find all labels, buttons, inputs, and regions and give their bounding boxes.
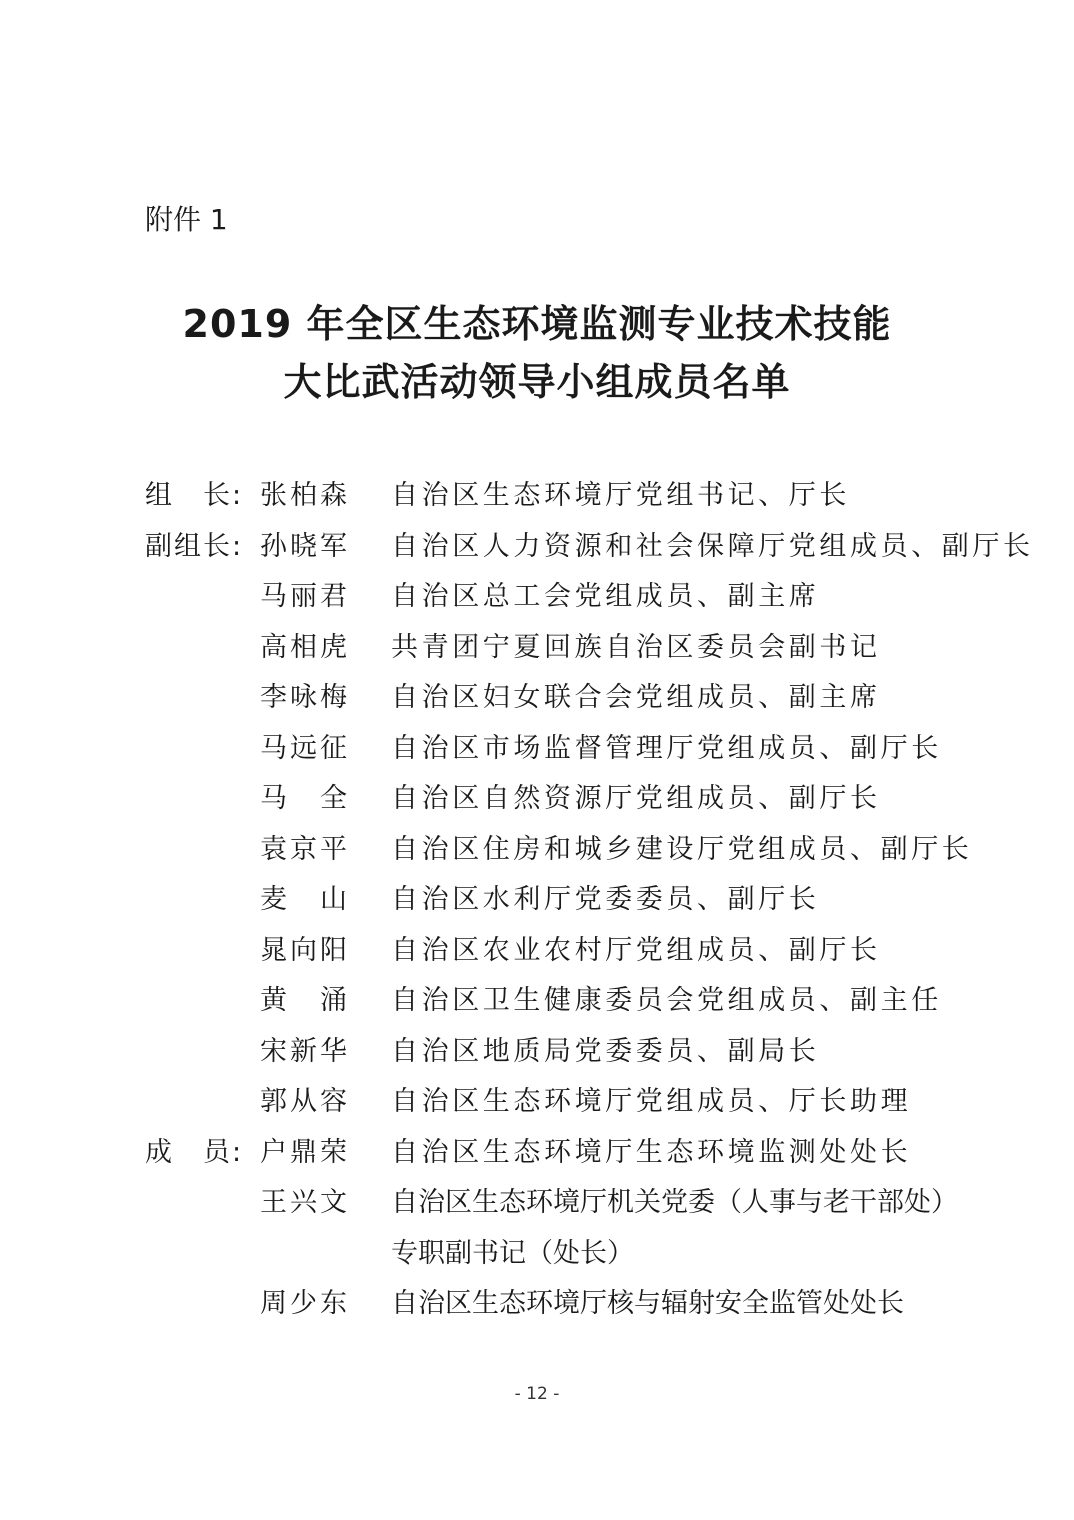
member-position: 自治区生态环境厅生态环境监测处处长 (391, 1136, 912, 1168)
member-position: 自治区总工会党组成员、副主席 (391, 581, 820, 612)
member-position: 自治区市场监督管理厅党组成员、副厅长 (391, 732, 942, 764)
roster-row (145, 1128, 965, 1179)
member-position-continued: 专职副书记（处长） (391, 1237, 634, 1269)
member-position: 自治区自然资源厅党组成员、副厅长 (391, 783, 881, 814)
roster-row (145, 623, 965, 674)
member-name: 周少东 (260, 1288, 350, 1319)
attachment-label: 附件 1 (145, 203, 228, 236)
member-name: 李咏梅 (260, 682, 350, 713)
member-name: 户鼎荣 (260, 1136, 350, 1168)
document-title-line-1: 2019 年全区生态环境监测专业技术技能 (182, 302, 892, 346)
roster-row (145, 522, 1034, 573)
member-name: 高相虎 (260, 631, 350, 663)
role-label: 成 员: (145, 1136, 244, 1168)
roster-row (145, 1229, 965, 1280)
roster-row (145, 673, 965, 724)
member-name: 马远征 (260, 732, 350, 764)
member-position: 自治区卫生健康委员会党组成员、副主任 (391, 985, 942, 1016)
document-title-line-2: 大比武活动领导小组成员名单 (283, 360, 791, 404)
roster-row (145, 926, 965, 977)
roster-row (145, 976, 965, 1027)
member-name: 黄 涌 (260, 985, 350, 1016)
member-name: 马丽君 (260, 581, 350, 612)
roster-row (145, 1279, 965, 1330)
roster-row (145, 1178, 965, 1229)
role-label: 副组长: (145, 530, 244, 562)
member-position: 自治区妇女联合会党组成员、副主席 (391, 682, 881, 713)
member-name: 晁向阳 (260, 934, 350, 966)
roster-row (145, 1027, 965, 1078)
member-roster (145, 471, 1034, 1330)
member-position: 自治区农业农村厅党组成员、副厅长 (391, 934, 881, 966)
member-name: 袁京平 (260, 833, 350, 865)
member-position: 自治区住房和城乡建设厅党组成员、副厅长 (391, 833, 973, 865)
member-name: 麦 山 (260, 884, 350, 915)
roster-row (145, 572, 965, 623)
roster-row (145, 774, 965, 825)
member-position: 共青团宁夏回族自治区委员会副书记 (391, 631, 881, 663)
member-name: 张柏森 (260, 480, 350, 511)
member-name: 孙晓军 (260, 530, 350, 562)
member-position: 自治区水利厅党委委员、副厅长 (391, 884, 820, 915)
member-name: 宋新华 (260, 1035, 350, 1067)
roster-row (145, 724, 965, 775)
member-position: 自治区生态环境厅党组成员、厅长助理 (391, 1086, 912, 1117)
member-name: 王兴文 (260, 1187, 350, 1218)
member-name: 马 全 (260, 783, 350, 814)
roster-row (145, 875, 965, 926)
member-position: 自治区地质局党委委员、副局长 (391, 1035, 820, 1067)
member-position: 自治区生态环境厅机关党委（人事与老干部处） (391, 1187, 958, 1218)
page-number: - 12 - (514, 1384, 560, 1404)
roster-row (145, 1077, 965, 1128)
member-position: 自治区生态环境厅核与辐射安全监管处处长 (391, 1288, 904, 1319)
roster-row (145, 471, 965, 522)
member-position: 自治区生态环境厅党组书记、厅长 (391, 480, 850, 511)
role-label: 组 长: (145, 480, 244, 511)
member-name: 郭从容 (260, 1086, 350, 1117)
member-position: 自治区人力资源和社会保障厅党组成员、副厅长 (391, 530, 1034, 562)
roster-row (145, 825, 973, 876)
